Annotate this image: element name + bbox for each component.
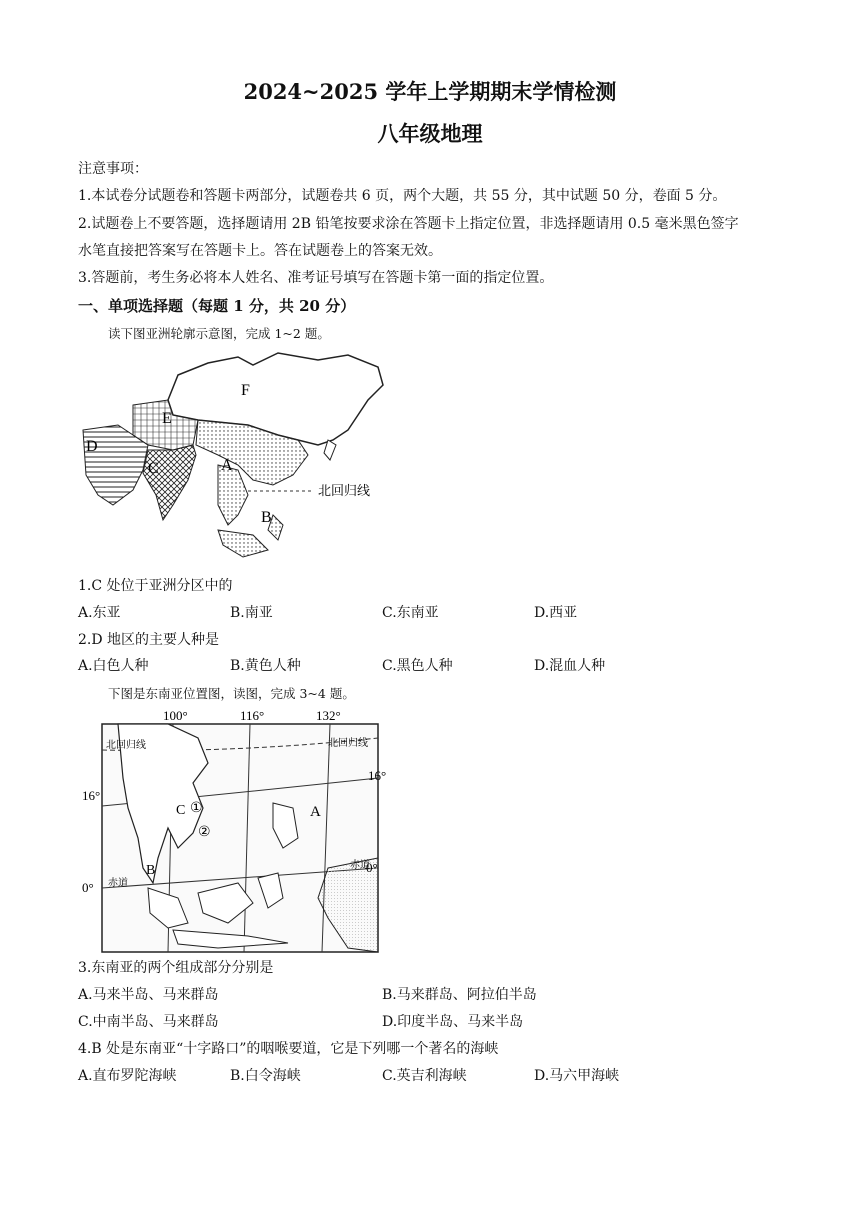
q1-option-d: D.西亚 [534,605,578,621]
q4-option-d: D.马六甲海峡 [534,1068,620,1084]
q2-option-c: C.黑色人种 [382,658,453,674]
map2-lat-left-16: 16° [82,788,101,803]
notes-heading: 注意事项： [78,161,148,177]
map1-tropic-label: 北回归线 [318,484,371,499]
section-heading: 一、单项选择题（每题 1 分，共 20 分） [78,297,356,315]
map1-label-d: D [86,438,98,455]
southeast-asia-map [78,708,388,956]
map2-lon-132: 132° [316,708,341,723]
q3-stem: 3.东南亚的两个组成部分分别是 [78,960,274,976]
map1-label-e: E [162,410,172,427]
map2-tropic-right: 北回归线 [328,738,368,749]
map2-label-b: B [146,863,156,878]
q3-option-c: C.中南半岛、马来群岛 [78,1014,219,1030]
q3-option-a: A.马来半岛、马来群岛 [78,987,219,1003]
q2-option-b: B.黄色人种 [230,658,301,674]
map1-label-f: F [241,382,250,399]
map2-equator-left: 赤道 [108,878,128,889]
q1-option-b: B.南亚 [230,605,273,621]
note-2b: 水笔直接把答案写在答题卡上。答在试题卷上的答案无效。 [78,243,442,259]
map2-lon-100: 100° [163,708,188,723]
map2-equator-right: 赤道 [350,860,370,871]
exam-title: 2024~2025 学年上学期期末学情检测 [243,79,617,104]
map2-lon-116: 116° [240,708,265,723]
map2-tropic-left: 北回归线 [106,740,146,751]
q1-stem: 1.C 处位于亚洲分区中的 [78,578,233,594]
intro-q3-4: 下图是东南亚位置图，读图，完成 3~4 题。 [108,686,355,701]
intro-q1-2: 读下图亚洲轮廓示意图，完成 1~2 题。 [108,326,330,341]
map2-lat-left-0: 0° [82,880,94,895]
map1-label-a: A [221,457,233,474]
q4-option-c: C.英吉利海峡 [382,1068,467,1084]
note-1: 1.本试卷分试题卷和答题卡两部分，试题卷共 6 页，两个大题，共 55 分，其中试题 50 分，卷面 5 分。 [78,188,727,204]
map2-label-1: ① [190,800,203,816]
map2-label-c: C [176,803,186,818]
q2-option-d: D.混血人种 [534,658,606,674]
note-3: 3.答题前，考生务必将本人姓名、准考证号填写在答题卡第一面的指定位置。 [78,270,554,286]
q4-option-a: A.直布罗陀海峡 [78,1068,177,1084]
q1-option-c: C.东南亚 [382,605,439,621]
map1-label-c: C [148,460,159,477]
q1-option-a: A.东亚 [78,605,121,621]
q3-option-b: B.马来群岛、阿拉伯半岛 [382,987,537,1003]
exam-subtitle: 八年级地理 [377,121,483,146]
map2-label-2: ② [198,824,211,840]
map2-lat-right-16: 16° [368,768,387,783]
q2-stem: 2.D 地区的主要人种是 [78,632,220,648]
map2-lat-right-0: 0° [366,860,378,875]
q3-option-d: D.印度半岛、马来半岛 [382,1014,524,1030]
q4-stem: 4.B 处是东南亚“十字路口”的咽喉要道，它是下列哪一个著名的海峡 [78,1041,499,1057]
asia-outline-map [78,345,418,570]
note-2a: 2.试题卷上不要答题，选择题请用 2B 铅笔按要求涂在答题卡上指定位置，非选择题请用 0.5 毫米黑色签字 [78,216,739,232]
q2-option-a: A.白色人种 [78,658,149,674]
q4-option-b: B.白令海峡 [230,1068,301,1084]
map2-label-a: A [310,804,321,820]
map1-label-b: B [261,509,272,526]
